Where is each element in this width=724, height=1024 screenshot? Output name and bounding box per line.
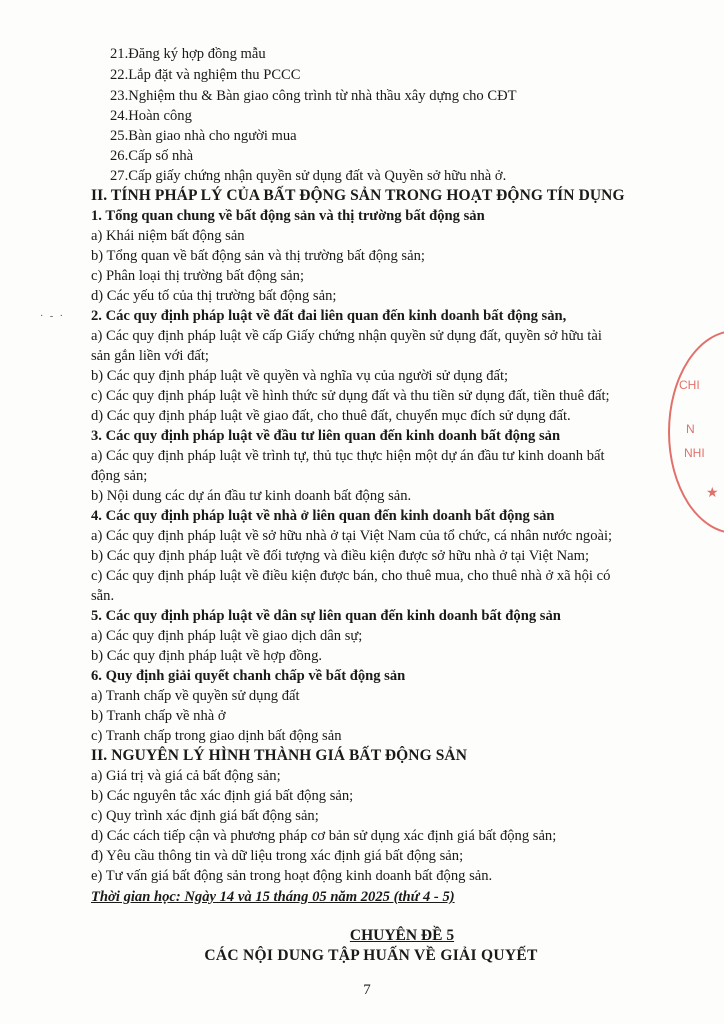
list-item: 21.Đăng ký hợp đồng mẫu [110, 46, 266, 62]
body-line: a) Các quy định pháp luật về cấp Giấy chứng nhận quyền sử dụng đất, quyền sở hữu tài [91, 328, 602, 344]
body-line: b) Các quy định pháp luật về quyền và nghĩa vụ của người sử dụng đất; [91, 368, 509, 384]
body-line: b) Các nguyên tắc xác định giá bất động sản; [91, 788, 354, 804]
body-line: c) Tranh chấp trong giao dịnh bất động sản [91, 728, 342, 744]
body-line: c) Quy trình xác định giá bất động sản; [91, 808, 319, 824]
stamp-text: NHI [684, 446, 705, 460]
body-line: b) Tổng quan về bất động sản và thị trường bất động sản; [91, 248, 425, 264]
subsection-heading: 2. Các quy định pháp luật về đất đai liên quan đến kinh doanh bất động sản, [91, 308, 567, 324]
stamp-text: N [686, 422, 695, 436]
stamp-text: CHI [679, 378, 700, 392]
body-line: a) Các quy định pháp luật về giao dịch dân sự; [91, 628, 363, 644]
list-item: 22.Lắp đặt và nghiệm thu PCCC [110, 67, 301, 83]
subsection-heading: 5. Các quy định pháp luật về dân sự liên quan đến kinh doanh bất động sản [91, 608, 561, 624]
list-item: 26.Cấp số nhà [110, 148, 194, 164]
body-line: d) Các quy định pháp luật về giao đất, cho thuê đất, chuyển mục đích sử dụng đất. [91, 408, 571, 424]
body-line: a) Các quy định pháp luật về trình tự, thủ tục thực hiện một dự án đầu tư kinh doanh bất [91, 448, 605, 464]
list-item: 23.Nghiệm thu & Bàn giao công trình từ nhà thầu xây dựng cho CĐT [110, 88, 517, 104]
body-line: d) Các yếu tố của thị trường bất động sản; [91, 288, 337, 304]
body-line: sẵn. [91, 588, 115, 604]
list-item: 24.Hoàn công [110, 108, 192, 124]
schedule-note: Thời gian học: Ngày 14 và 15 tháng 05 năm 2025 (thứ 4 - 5) [91, 889, 455, 905]
subsection-heading: 4. Các quy định pháp luật về nhà ở liên quan đến kinh doanh bất động sản [91, 508, 555, 524]
subsection-heading: 6. Quy định giải quyết chanh chấp về bất động sản [91, 668, 406, 684]
body-line: b) Nội dung các dự án đầu tư kinh doanh bất động sản. [91, 488, 412, 504]
body-line: sản gắn liền với đất; [91, 348, 209, 364]
red-seal-stamp [668, 330, 724, 534]
body-line: a) Tranh chấp về quyền sử dụng đất [91, 688, 300, 704]
chuyen-de-subtitle: CÁC NỘI DUNG TẬP HUẤN VỀ GIẢI QUYẾT [204, 947, 538, 964]
body-line: b) Tranh chấp về nhà ở [91, 708, 226, 724]
body-line: c) Phân loại thị trường bất động sản; [91, 268, 305, 284]
body-line: động sản; [91, 468, 148, 484]
list-item: 25.Bàn giao nhà cho người mua [110, 128, 297, 144]
subsection-heading: 3. Các quy định pháp luật về đầu tư liên quan đến kinh doanh bất động sản [91, 428, 561, 444]
body-line: a) Giá trị và giá cả bất động sản; [91, 768, 281, 784]
chuyen-de-title: CHUYÊN ĐỀ 5 [349, 927, 455, 944]
section-heading: II. NGUYÊN LÝ HÌNH THÀNH GIÁ BẤT ĐỘNG SẢN [91, 747, 468, 764]
body-line: b) Các quy định pháp luật về đối tượng và điều kiện được sở hữu nhà ở tại Việt Nam; [91, 548, 590, 564]
star-icon: ★ [706, 484, 719, 500]
body-line: a) Các quy định pháp luật về sở hữu nhà ở tại Việt Nam của tổ chức, cá nhân nước ngoài; [91, 528, 613, 544]
body-line: c) Các quy định pháp luật về hình thức sử dụng đất và thu tiền sử dụng đất, tiền thuê đất; [91, 388, 610, 404]
body-line: e) Tư vấn giá bất động sản trong hoạt động kinh doanh bất động sản. [91, 868, 493, 884]
subsection-heading: 1. Tổng quan chung về bất động sản và thị trường bất động sản [91, 208, 485, 224]
body-line: đ) Yêu cầu thông tin và dữ liệu trong xác định giá bất động sản; [91, 848, 464, 864]
body-line: a) Khái niệm bất động sản [91, 228, 245, 244]
page-number: 7 [363, 982, 371, 998]
section-heading: II. TÍNH PHÁP LÝ CỦA BẤT ĐỘNG SẢN TRONG HOẠT ĐỘNG TÍN DỤNG [91, 187, 625, 204]
body-line: c) Các quy định pháp luật về điều kiện được bán, cho thuê mua, cho thuê nhà ở xã hội có [91, 568, 611, 584]
margin-mark: · - · [40, 311, 65, 322]
body-line: b) Các quy định pháp luật về hợp đồng. [91, 648, 323, 664]
list-item: 27.Cấp giấy chứng nhận quyền sử dụng đất và Quyền sở hữu nhà ở. [110, 168, 507, 184]
body-line: d) Các cách tiếp cận và phương pháp cơ bản sử dụng xác định giá bất động sản; [91, 828, 557, 844]
